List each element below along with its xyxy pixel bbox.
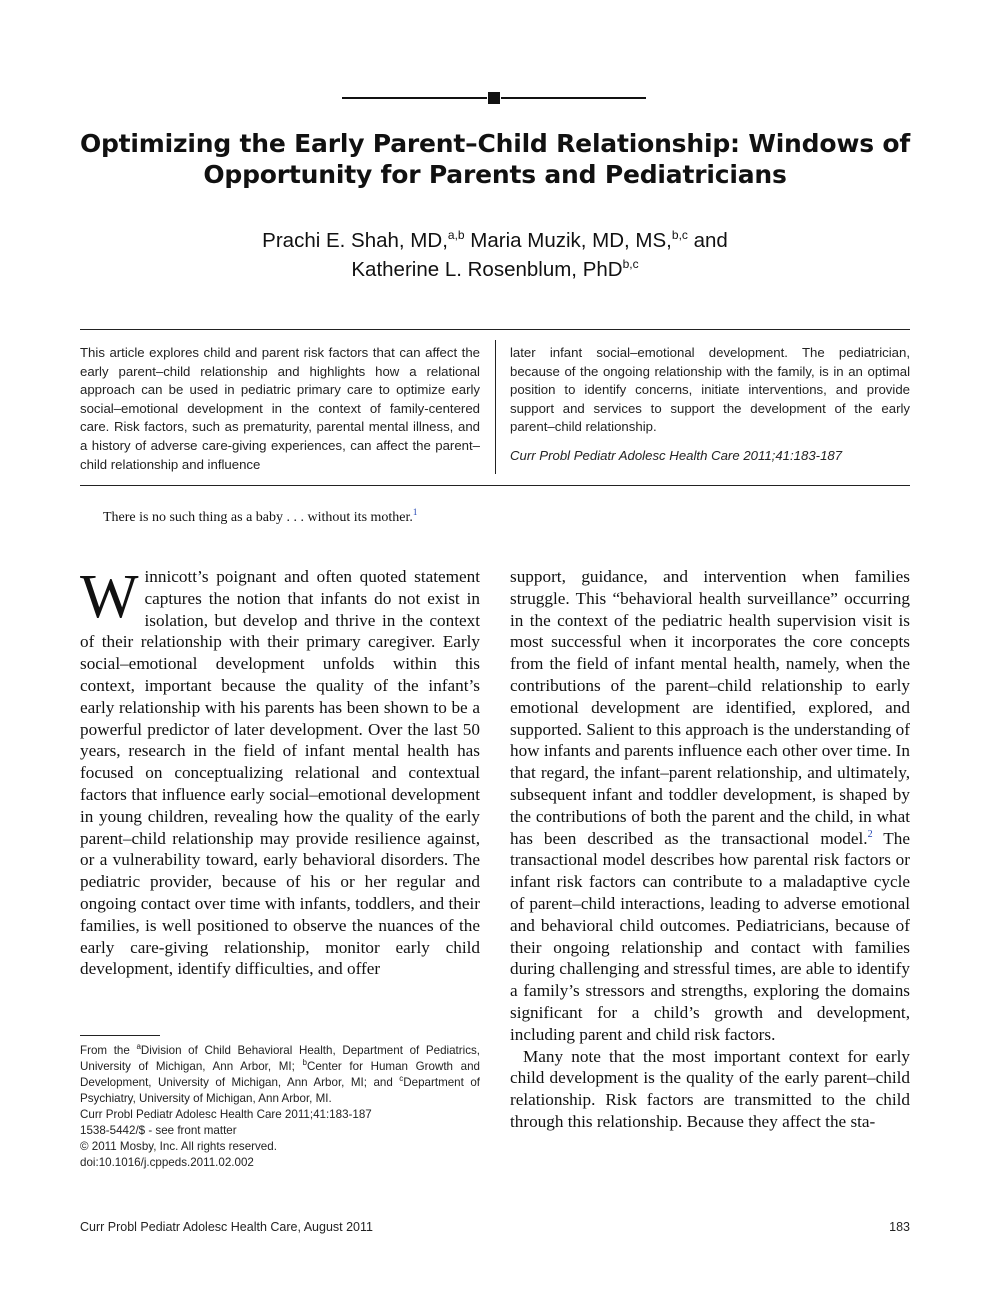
dropcap: W — [80, 563, 139, 631]
body-right-column — [510, 566, 910, 1133]
body-paragraph: Many note that the most important context for early child development is the quality of the early parent–child relationship. Risk factors are transmitted to the child through this relationship. Because they affect the sta- — [510, 1046, 910, 1131]
footnote-rule — [80, 1035, 160, 1036]
affiliation-prefix: From the — [80, 1044, 137, 1057]
page-number: 183 — [889, 1220, 910, 1234]
affiliations — [80, 1043, 480, 1107]
author-affiliation: a,b — [447, 228, 465, 242]
author-name: Maria Muzik, MD, MS, — [470, 229, 672, 252]
affiliation-mark: b — [302, 1058, 307, 1067]
body-paragraph — [80, 563, 480, 980]
article-title: Optimizing the Early Parent–Child Relationship: Windows of Opportunity for Parents and Pediatricians — [79, 129, 911, 189]
abstract-bottom-rule — [80, 485, 910, 486]
body-left-column — [80, 563, 480, 980]
abstract-text: later infant social–emotional development. The pediatrician, because of the ongoing relationship with the family, is in an optimal position to identify concerns, initiate interventions, and provide support and services to support the development of the early parent–child relationship. — [510, 345, 910, 435]
title-ornament — [342, 91, 646, 105]
ornament-square-icon — [488, 92, 500, 104]
author-name: Prachi E. Shah, MD, — [262, 229, 448, 252]
reference-link[interactable]: 2 — [867, 828, 873, 840]
paragraph-text: The transactional model describes how parental risk factors or infant risk factors can contribute to a maladaptive cycle of parent–child interactions, leading to adverse emotional and behavioral child outcomes. Pediatricians, because of their ongoing relationship and contact with families during challenging and stressful times, are able to identify a family’s stressors and strengths, exploring the domains significant for a child’s growth and development, including parent and child risk factors. — [510, 828, 911, 1044]
affiliation-text: Center for Human Growth and Development, University of Michigan, Ann Arbor, MI; and — [80, 1060, 480, 1089]
abstract-citation: Curr Probl Pediatr Adolesc Health Care 2011;41:183-187 — [510, 447, 843, 463]
doi-link[interactable]: doi:10.1016/j.cppeds.2011.02.002 — [80, 1156, 254, 1169]
affiliation-mark: a — [136, 1042, 141, 1051]
abstract-divider — [495, 340, 496, 474]
affiliation-text: Division of Child Behavioral Health, Department of Pediatrics, University of Michigan, Ann Arbor, MI; — [80, 1044, 481, 1073]
abstract-left-column: This article explores child and parent risk factors that can affect the early parent–child relationship and highlights how a relational approach can be used in pediatric primary care to optimize early social–emotional development in the context of family-centered care. Risk factors, such as prematurity, parental mental illness, and a history of adverse care-giving experiences, can affect the parent–child relationship and influence — [80, 345, 480, 472]
affiliation-text: Department of Psychiatry, University of Michigan, Ann Arbor, MI. — [80, 1076, 480, 1105]
issn: 1538-5442/$ - see front matter — [80, 1124, 237, 1137]
author-affiliation: b,c — [622, 257, 639, 271]
paragraph-text: support, guidance, and intervention when families struggle. This “behavioral health surveillance” occurring in the context of the pediatric health supervision visit is most successful when it incorporates the core concepts from the field of infant mental health, namely, when the contributions of the parent–child relationship to early emotional development are identified, explored, and supported. Salient to this approach is the understanding of how infants and parents influence each other over time. In that regard, the infant–parent relationship, and ultimately, subsequent infant and toddler development, is shaped by the contributions of both the parent and the child, in what has been described as the transactional model. — [510, 567, 910, 848]
paragraph-text: innicott’s poignant and often quoted statement captures the notion that infants do not exist in isolation, but develop and thrive in the context of their relationship with their primary caregiver. Early social–emotional development unfolds within this context, important because the quality of the infant’s early relationship with his parents has been shown to be a powerful predictor of later development. Over the last 50 years, research in the field of infant mental health has focused on conceptualizing relational and contextual factors that influence early social–emotional development in young children, revealing how the quality of the early parent–child relationship may provide resilience against, or a vulnerability toward, early behavioral disorders. The pediatric provider, because of his or her regular and ongoing contact over time with infants, toddlers, and their families, is well positioned to observe the nuances of the early care-giving relationship, monitor early child development, identify difficulties, and offer — [80, 567, 480, 979]
journal-citation: Curr Probl Pediatr Adolesc Health Care 2011;41:183-187 — [80, 1108, 372, 1121]
author-affiliation: b,c — [671, 228, 688, 242]
affiliation-mark: c — [399, 1074, 404, 1083]
abstract-top-rule — [80, 329, 910, 330]
author-connector: and — [693, 229, 728, 252]
ornament-line-right — [501, 97, 646, 99]
ornament-line-left — [342, 97, 487, 99]
author-list — [60, 226, 930, 284]
footer-journal: Curr Probl Pediatr Adolesc Health Care, August 2011 — [80, 1220, 373, 1234]
copyright: © 2011 Mosby, Inc. All rights reserved. — [80, 1140, 277, 1153]
reference-link[interactable]: 1 — [412, 507, 418, 517]
epigraph — [103, 507, 523, 526]
body-paragraph — [510, 566, 910, 1046]
footnotes — [80, 1043, 480, 1171]
author-name: Katherine L. Rosenblum, PhD — [351, 258, 623, 281]
epigraph-text: There is no such thing as a baby . . . without its mother. — [103, 510, 413, 525]
abstract-right-column — [510, 344, 910, 466]
